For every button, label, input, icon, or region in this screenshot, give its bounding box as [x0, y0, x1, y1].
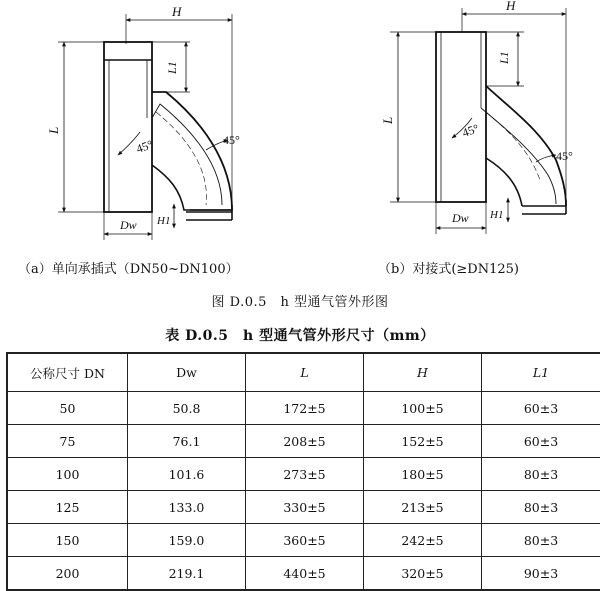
b-branch-lower	[486, 158, 522, 206]
b-label-l1: L1	[497, 51, 511, 65]
table-row	[7, 491, 600, 524]
table-row	[7, 557, 600, 591]
table-row	[7, 392, 600, 425]
table-row	[7, 425, 600, 458]
cell-l1: 90±3	[482, 557, 600, 591]
cell-dw: 101.6	[128, 458, 246, 491]
drawing-a	[46, 4, 240, 240]
cell-dw: 159.0	[128, 524, 246, 557]
cell-dn: 150	[7, 524, 128, 557]
pipe-drawings	[0, 0, 600, 290]
b-label-angle1: 45°	[460, 121, 481, 140]
a-label-l1: L1	[165, 61, 179, 75]
figure-area	[0, 0, 600, 290]
table-header-row	[7, 353, 600, 392]
cell-h: 213±5	[364, 491, 482, 524]
cell-l: 360±5	[246, 524, 364, 557]
b-label-h: H	[505, 0, 516, 13]
a-label-h1: H1	[156, 215, 170, 227]
header-l: L	[246, 353, 364, 392]
cell-dn: 125	[7, 491, 128, 524]
cell-h: 242±5	[364, 524, 482, 557]
a-label-angle1: 45°	[134, 137, 155, 156]
caption-a: （a）单向承插式（DN50~DN100）	[18, 258, 239, 277]
cell-l: 172±5	[246, 392, 364, 425]
cell-dn: 100	[7, 458, 128, 491]
a-label-h: H	[171, 4, 182, 19]
cell-l1: 80±3	[482, 491, 600, 524]
cell-h: 180±5	[364, 458, 482, 491]
cell-dw: 219.1	[128, 557, 246, 591]
a-branch-lower	[152, 165, 190, 210]
b-label-l: L	[380, 117, 395, 125]
cell-dw: 76.1	[128, 425, 246, 458]
cell-dn: 75	[7, 425, 128, 458]
cell-h: 320±5	[364, 557, 482, 591]
a-label-l: L	[46, 127, 61, 135]
header-h: H	[364, 353, 482, 392]
cell-dw: 50.8	[128, 392, 246, 425]
cell-l1: 60±3	[482, 392, 600, 425]
a-branch-centre	[156, 112, 206, 205]
header-dn: 公称尺寸 DN	[7, 353, 128, 392]
dimension-table	[6, 352, 600, 591]
b-label-h1: H1	[489, 209, 503, 221]
cell-l: 440±5	[246, 557, 364, 591]
header-l1: L1	[482, 353, 600, 392]
cell-h: 100±5	[364, 392, 482, 425]
cell-l: 330±5	[246, 491, 364, 524]
table-row	[7, 524, 600, 557]
b-branch-centre	[486, 112, 540, 180]
caption-b: （b）对接式(≥DN125)	[378, 258, 519, 277]
b-label-angle2: 45°	[556, 149, 573, 163]
cell-h: 152±5	[364, 425, 482, 458]
a-label-angle2: 45°	[223, 133, 240, 147]
drawing-b	[380, 0, 573, 234]
cell-dn: 50	[7, 392, 128, 425]
b-label-dw: Dw	[451, 211, 469, 225]
cell-l1: 80±3	[482, 458, 600, 491]
table-row	[7, 458, 600, 491]
a-main-pipe	[104, 42, 152, 212]
a-branch-outer	[152, 92, 232, 210]
cell-dw: 133.0	[128, 491, 246, 524]
cell-l1: 60±3	[482, 425, 600, 458]
a-label-dw: Dw	[119, 218, 137, 232]
cell-l: 208±5	[246, 425, 364, 458]
a-branch-inner	[152, 104, 222, 205]
b-main-pipe	[436, 32, 486, 202]
header-dw: Dw	[128, 353, 246, 392]
table-title: 表 D.0.5 h 型通气管外形尺寸（mm）	[0, 325, 600, 345]
b-branch-inner	[481, 108, 556, 204]
cell-l: 273±5	[246, 458, 364, 491]
cell-l1: 80±3	[482, 524, 600, 557]
figure-title: 图 D.0.5 h 型通气管外形图	[0, 291, 600, 310]
cell-dn: 200	[7, 557, 128, 591]
